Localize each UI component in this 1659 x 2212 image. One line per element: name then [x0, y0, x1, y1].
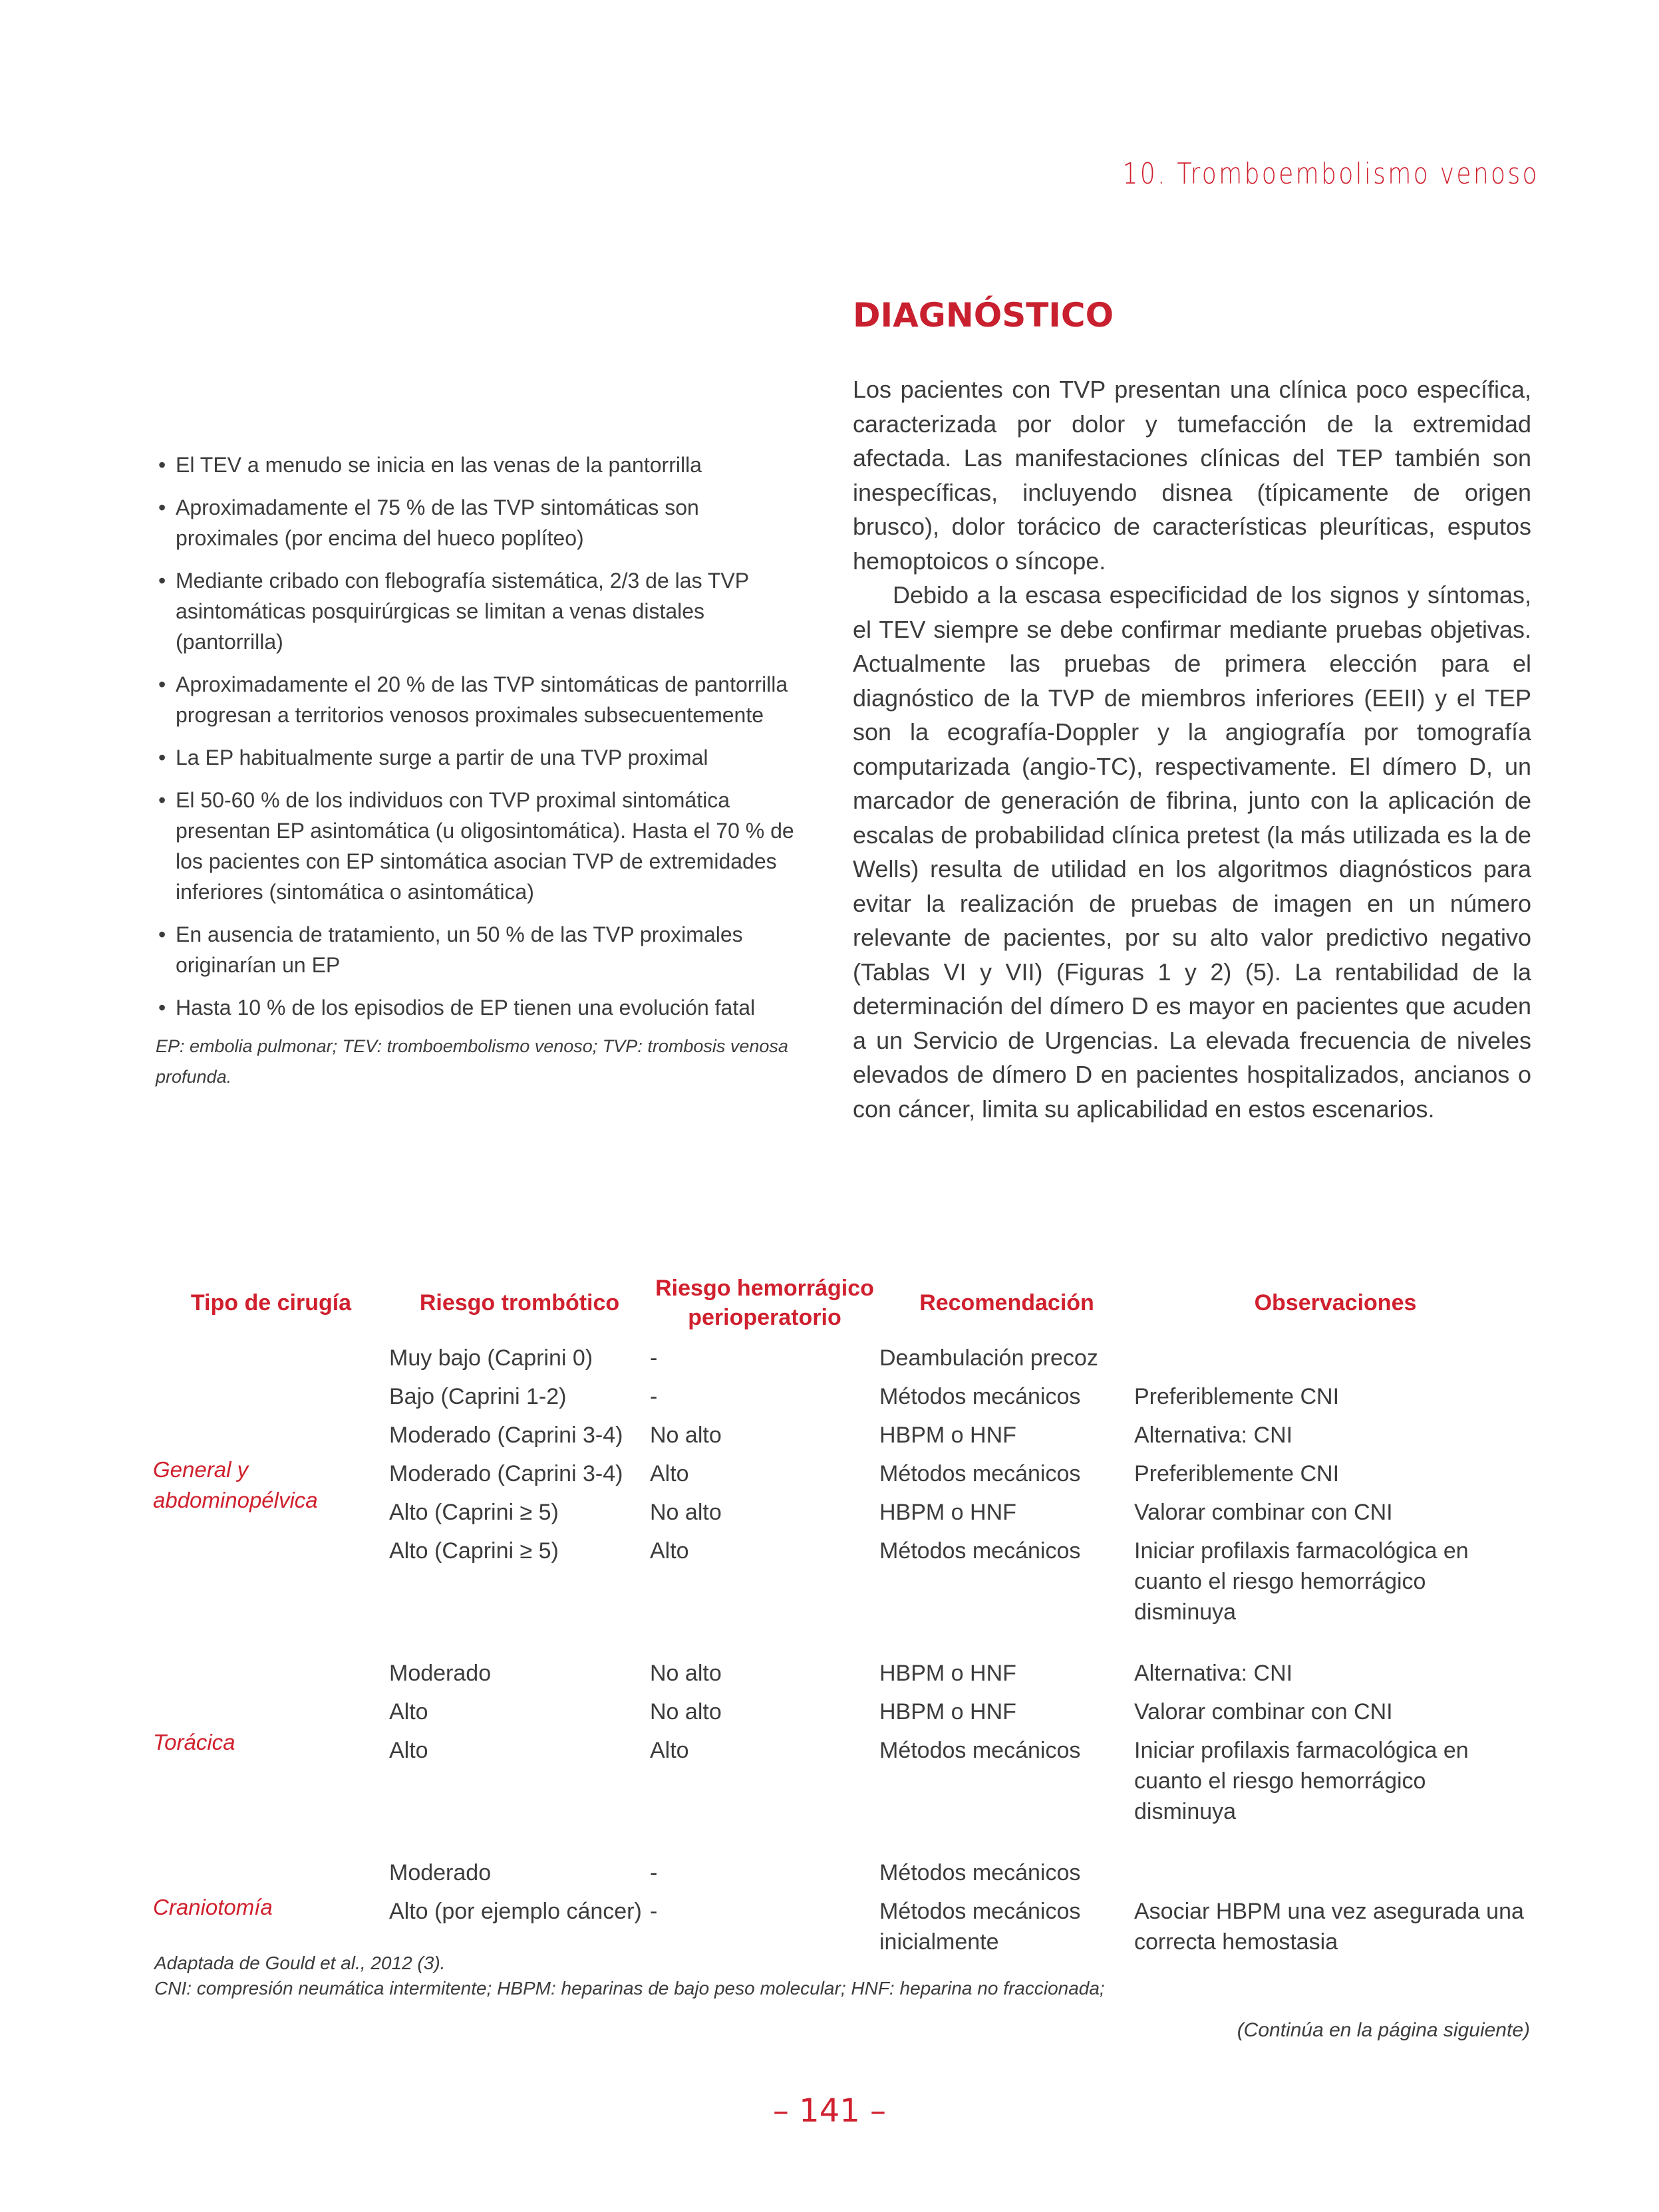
cell-recommendation: HBPM o HNF — [879, 1500, 1016, 1525]
header-surgery-type: Tipo de cirugía — [190, 1290, 352, 1315]
key-point-item: • El 50-60 % de los individuos con TVP proximal sintomática presentan EP asintomática (u oligosintomática). Hasta el 70 % de los pacientes con EP sintomática asocian TVP de extremidades inferiores (sintomática o asintomática) — [156, 785, 794, 907]
surgery-category: General y abdominopélvica — [153, 1457, 318, 1512]
cell-observations — [1134, 1339, 1537, 1377]
key-points-box — [156, 450, 794, 1092]
cell-recommendation: Métodos mecánicos — [879, 1384, 1081, 1409]
cell-recommendation: Deambulación precoz — [879, 1345, 1098, 1371]
header-thrombotic-risk: Riesgo trombótico — [419, 1290, 620, 1315]
cell-observations: Preferiblemente CNI — [1134, 1461, 1340, 1486]
cell-thrombotic-risk: Moderado (Caprini 3-4) — [389, 1423, 623, 1448]
table-footnotes — [154, 1951, 1538, 2001]
cell-observations: Alternativa: CNI — [1134, 1661, 1293, 1686]
chapter-title: 10. Tromboembolismo venoso — [1122, 157, 1539, 191]
cell-observations: Valorar combinar con CNI — [1134, 1699, 1393, 1725]
cell-thrombotic-risk: Alto (Caprini ≥ 5) — [389, 1500, 559, 1525]
cell-thrombotic-risk: Alto (Caprini ≥ 5) — [389, 1538, 559, 1564]
table-header-row — [153, 1274, 1537, 1339]
page-number: – 141 – — [772, 2092, 887, 2130]
cell-observations — [1134, 1854, 1537, 1892]
key-point-item: • Hasta 10 % de los episodios de EP tienen una evolución fatal — [156, 992, 794, 1023]
cell-recommendation: Métodos mecánicos inicialmente — [879, 1899, 1081, 1955]
cell-recommendation: Métodos mecánicos — [879, 1461, 1081, 1486]
cell-bleeding-risk: - — [650, 1860, 658, 1885]
surgery-category: Torácica — [153, 1730, 235, 1754]
table-row — [153, 1854, 1537, 1892]
cell-bleeding-risk: No alto — [650, 1500, 722, 1525]
table-abbreviations: CNI: compresión neumática intermitente; HBPM: heparinas de bajo peso molecular; HNF: heparina no fraccionada; — [154, 1978, 1105, 1999]
cell-recommendation: Métodos mecánicos — [879, 1538, 1081, 1564]
table-source: Adaptada de Gould et al., 2012 (3). — [154, 1953, 446, 1973]
key-point-item: • Aproximadamente el 20 % de las TVP sintomáticas de pantorrilla progresan a territorios venosos proximales subsecuentemente — [156, 669, 794, 730]
cell-thrombotic-risk: Muy bajo (Caprini 0) — [389, 1345, 593, 1371]
cell-bleeding-risk: - — [650, 1899, 658, 1924]
header-observations: Observaciones — [1254, 1290, 1417, 1315]
cell-observations: Asociar HBPM una vez asegurada una correcta hemostasia — [1134, 1899, 1524, 1955]
cell-thrombotic-risk: Moderado (Caprini 3-4) — [389, 1461, 623, 1486]
key-points-abbreviations: EP: embolia pulmonar; TEV: tromboembolismo venoso; TVP: trombosis venosa profunda. — [156, 1036, 788, 1087]
cell-observations: Iniciar profilaxis farmacológica en cuanto el riesgo hemorrágico disminuya — [1134, 1738, 1469, 1824]
diagnosis-body — [853, 372, 1531, 1126]
cell-observations: Alternativa: CNI — [1134, 1423, 1293, 1448]
cell-bleeding-risk: - — [650, 1384, 658, 1409]
cell-bleeding-risk: Alto — [650, 1538, 689, 1564]
table-row — [153, 1654, 1537, 1693]
cell-bleeding-risk: No alto — [650, 1423, 722, 1448]
group-spacer — [153, 1631, 1537, 1654]
group-spacer — [153, 1831, 1537, 1854]
cell-recommendation: Métodos mecánicos — [879, 1738, 1081, 1763]
key-points-list — [156, 450, 794, 1023]
cell-thrombotic-risk: Bajo (Caprini 1-2) — [389, 1384, 567, 1409]
header-recommendation: Recomendación — [919, 1290, 1094, 1315]
prophylaxis-table — [153, 1274, 1537, 1961]
continues-note: (Continúa en la página siguiente) — [1237, 2019, 1530, 2041]
cell-thrombotic-risk: Moderado — [389, 1661, 492, 1686]
diagnosis-paragraph: Debido a la escasa especificidad de los signos y síntomas, el TEV siempre se debe confirmar mediante pruebas objetivas. Actualmente las pruebas de primera elección para el diagnóstico de la TVP de miembros inferiores (EEII) y el TEP son la ecografía-Doppler y la angiografía por tomografía computarizada (angio-TC), respectivamente. El dímero D, un marcador de generación de fibrina, junto con la aplicación de escalas de probabilidad clínica pretest (la más utilizada es la de Wells) resulta de utilidad en los algoritmos diagnósticos para evitar la realización de pruebas de imagen en un número relevante de pacientes, por su alto valor predictivo negativo (Tablas VI y VII) (Figuras 1 y 2) (5). La rentabilidad de la determinación del dímero D es mayor en pacientes que acuden a un Servicio de Urgencias. La elevada frecuencia de niveles elevados de dímero D en pacientes hospitalizados, ancianos o con cáncer, limita su aplicabilidad en estos escenarios. — [853, 581, 1531, 1123]
cell-recommendation: HBPM o HNF — [879, 1699, 1016, 1725]
cell-bleeding-risk: Alto — [650, 1738, 689, 1763]
header-bleeding-risk: Riesgo hemorrágico perioperatorio — [655, 1276, 874, 1330]
cell-thrombotic-risk: Alto (por ejemplo cáncer) — [389, 1899, 642, 1924]
table-row — [153, 1339, 1537, 1377]
cell-bleeding-risk: - — [650, 1345, 658, 1371]
key-point-item: • En ausencia de tratamiento, un 50 % de las TVP proximales originarían un EP — [156, 919, 794, 980]
cell-thrombotic-risk: Alto — [389, 1699, 428, 1725]
surgery-category: Craniotomía — [153, 1895, 273, 1919]
cell-thrombotic-risk: Moderado — [389, 1860, 492, 1885]
cell-observations: Preferiblemente CNI — [1134, 1384, 1340, 1409]
cell-observations: Valorar combinar con CNI — [1134, 1500, 1393, 1525]
cell-bleeding-risk: No alto — [650, 1661, 722, 1686]
key-point-item: • La EP habitualmente surge a partir de una TVP proximal — [156, 742, 794, 773]
section-heading: DIAGNÓSTICO — [853, 296, 1114, 335]
key-point-item: • El TEV a menudo se inicia en las venas de la pantorrilla — [156, 450, 794, 480]
cell-recommendation: Métodos mecánicos — [879, 1860, 1081, 1885]
cell-recommendation: HBPM o HNF — [879, 1423, 1016, 1448]
diagnosis-paragraph: Los pacientes con TVP presentan una clínica poco específica, caracterizada por dolor y tumefacción de la extremidad afectada. Las manifestaciones clínicas del TEP también son inespecíficas, incluyendo disnea (típicamente de origen brusco), dolor torácico de características pleuríticas, esputos hemoptoicos o síncope. — [853, 376, 1531, 575]
cell-thrombotic-risk: Alto — [389, 1738, 428, 1763]
key-point-item: • Aproximadamente el 75 % de las TVP sintomáticas son proximales (por encima del hueco poplíteo) — [156, 492, 794, 553]
key-point-item: • Mediante cribado con flebografía sistemática, 2/3 de las TVP asintomáticas posquirúrgicas se limitan a venas distales (pantorrilla) — [156, 565, 794, 657]
cell-recommendation: HBPM o HNF — [879, 1661, 1016, 1686]
cell-bleeding-risk: Alto — [650, 1461, 689, 1486]
cell-observations: Iniciar profilaxis farmacológica en cuanto el riesgo hemorrágico disminuya — [1134, 1538, 1469, 1625]
cell-bleeding-risk: No alto — [650, 1699, 722, 1725]
